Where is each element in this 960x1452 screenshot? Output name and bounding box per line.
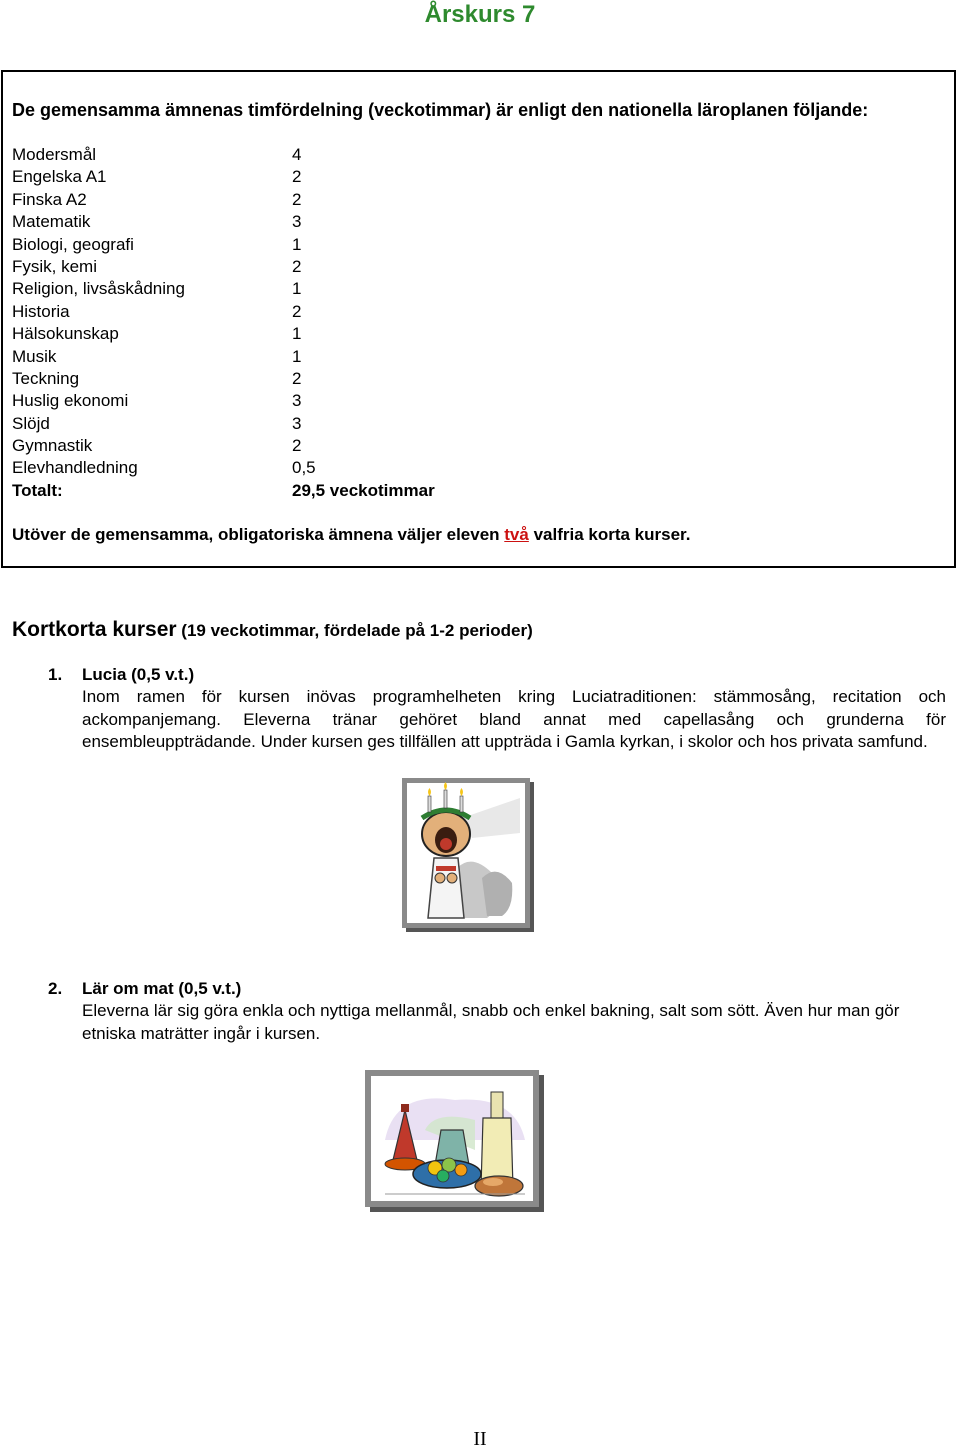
course-title: Lucia (0,5 v.t.) (82, 665, 195, 684)
subject-hours: 2 (292, 167, 302, 187)
subject-hours: 3 (292, 413, 302, 433)
page-number: II (473, 1428, 487, 1450)
subject-name: Elevhandledning (12, 458, 138, 478)
course-description: Eleverna lär sig göra enkla och nyttiga mellanmål, snabb och enkel bakning, salt som sött. Även hur man gör etniska maträtter ingår i kursen. (82, 1001, 900, 1043)
subject-name: Hälsokunskap (12, 324, 119, 344)
subject-name: Engelska A1 (12, 167, 107, 187)
elective-note-start: Utöver de gemensamma, obligatoriska ämnena väljer eleven (12, 525, 505, 544)
subject-hours: 2 (292, 256, 302, 276)
subject-name: Biologi, geografi (12, 234, 134, 254)
subject-hours: 2 (292, 301, 302, 321)
subject-name: Huslig ekonomi (12, 391, 129, 411)
subject-hours: 3 (292, 212, 302, 232)
short-courses-subtitle: (19 veckotimmar, fördelade på 1-2 perioder) (176, 621, 533, 640)
course-title: Lär om mat (0,5 v.t.) (82, 979, 242, 998)
course-description: Inom ramen för kursen inövas programhelheten kring Luciatraditionen: stämmosång, recitation och ackompanjemang. Eleverna tränar gehöret bland annat med capellasång och grunderna för ensembleuppträdande. Under kursen ges tillfällen att uppträda i Gamla kyrkan, i skolor och hos privata samfund. (82, 687, 946, 752)
overview-box (1, 70, 956, 568)
subject-hours: 4 (292, 145, 302, 164)
short-courses-title: Kortkorta kurser (12, 618, 177, 641)
subject-name: Teckning (12, 368, 80, 388)
course-number: 1. (48, 665, 63, 684)
subject-name: Gymnastik (12, 436, 93, 456)
subject-name: Finska A2 (12, 189, 87, 209)
total-label: Totalt: (12, 480, 63, 500)
subject-hours: 3 (292, 391, 302, 411)
food-still-life-illustration (365, 1070, 545, 1213)
subject-hours: 1 (292, 279, 302, 299)
short-courses-heading (12, 616, 533, 646)
subject-hours: 1 (292, 346, 302, 366)
total-value: 29,5 veckotimmar (292, 480, 435, 500)
subject-hours: 1 (292, 234, 302, 254)
subject-name: Musik (12, 346, 57, 366)
subject-name: Matematik (12, 212, 91, 232)
elective-note-highlight: två (504, 525, 529, 544)
subject-name: Modersmål (12, 145, 97, 164)
subject-name: Slöjd (12, 413, 50, 433)
subject-hours: 0,5 (292, 458, 316, 478)
subject-name: Fysik, kemi (12, 256, 97, 276)
page-title: Årskurs 7 (424, 1, 536, 28)
subject-hours: 2 (292, 368, 302, 388)
subject-hours: 1 (292, 324, 302, 344)
elective-note-end: valfria korta kurser. (528, 525, 691, 544)
singing-child-illustration (402, 778, 536, 934)
subject-hours: 2 (292, 436, 302, 456)
subject-name: Historia (12, 301, 70, 321)
subject-name: Religion, livsåskådning (12, 279, 185, 299)
elective-note (12, 523, 690, 547)
overview-heading: De gemensamma ämnenas timfördelning (veckotimmar) är enligt den nationella läroplanen följande: (12, 100, 869, 120)
subject-hours: 2 (292, 189, 302, 209)
course-number: 2. (48, 979, 63, 998)
